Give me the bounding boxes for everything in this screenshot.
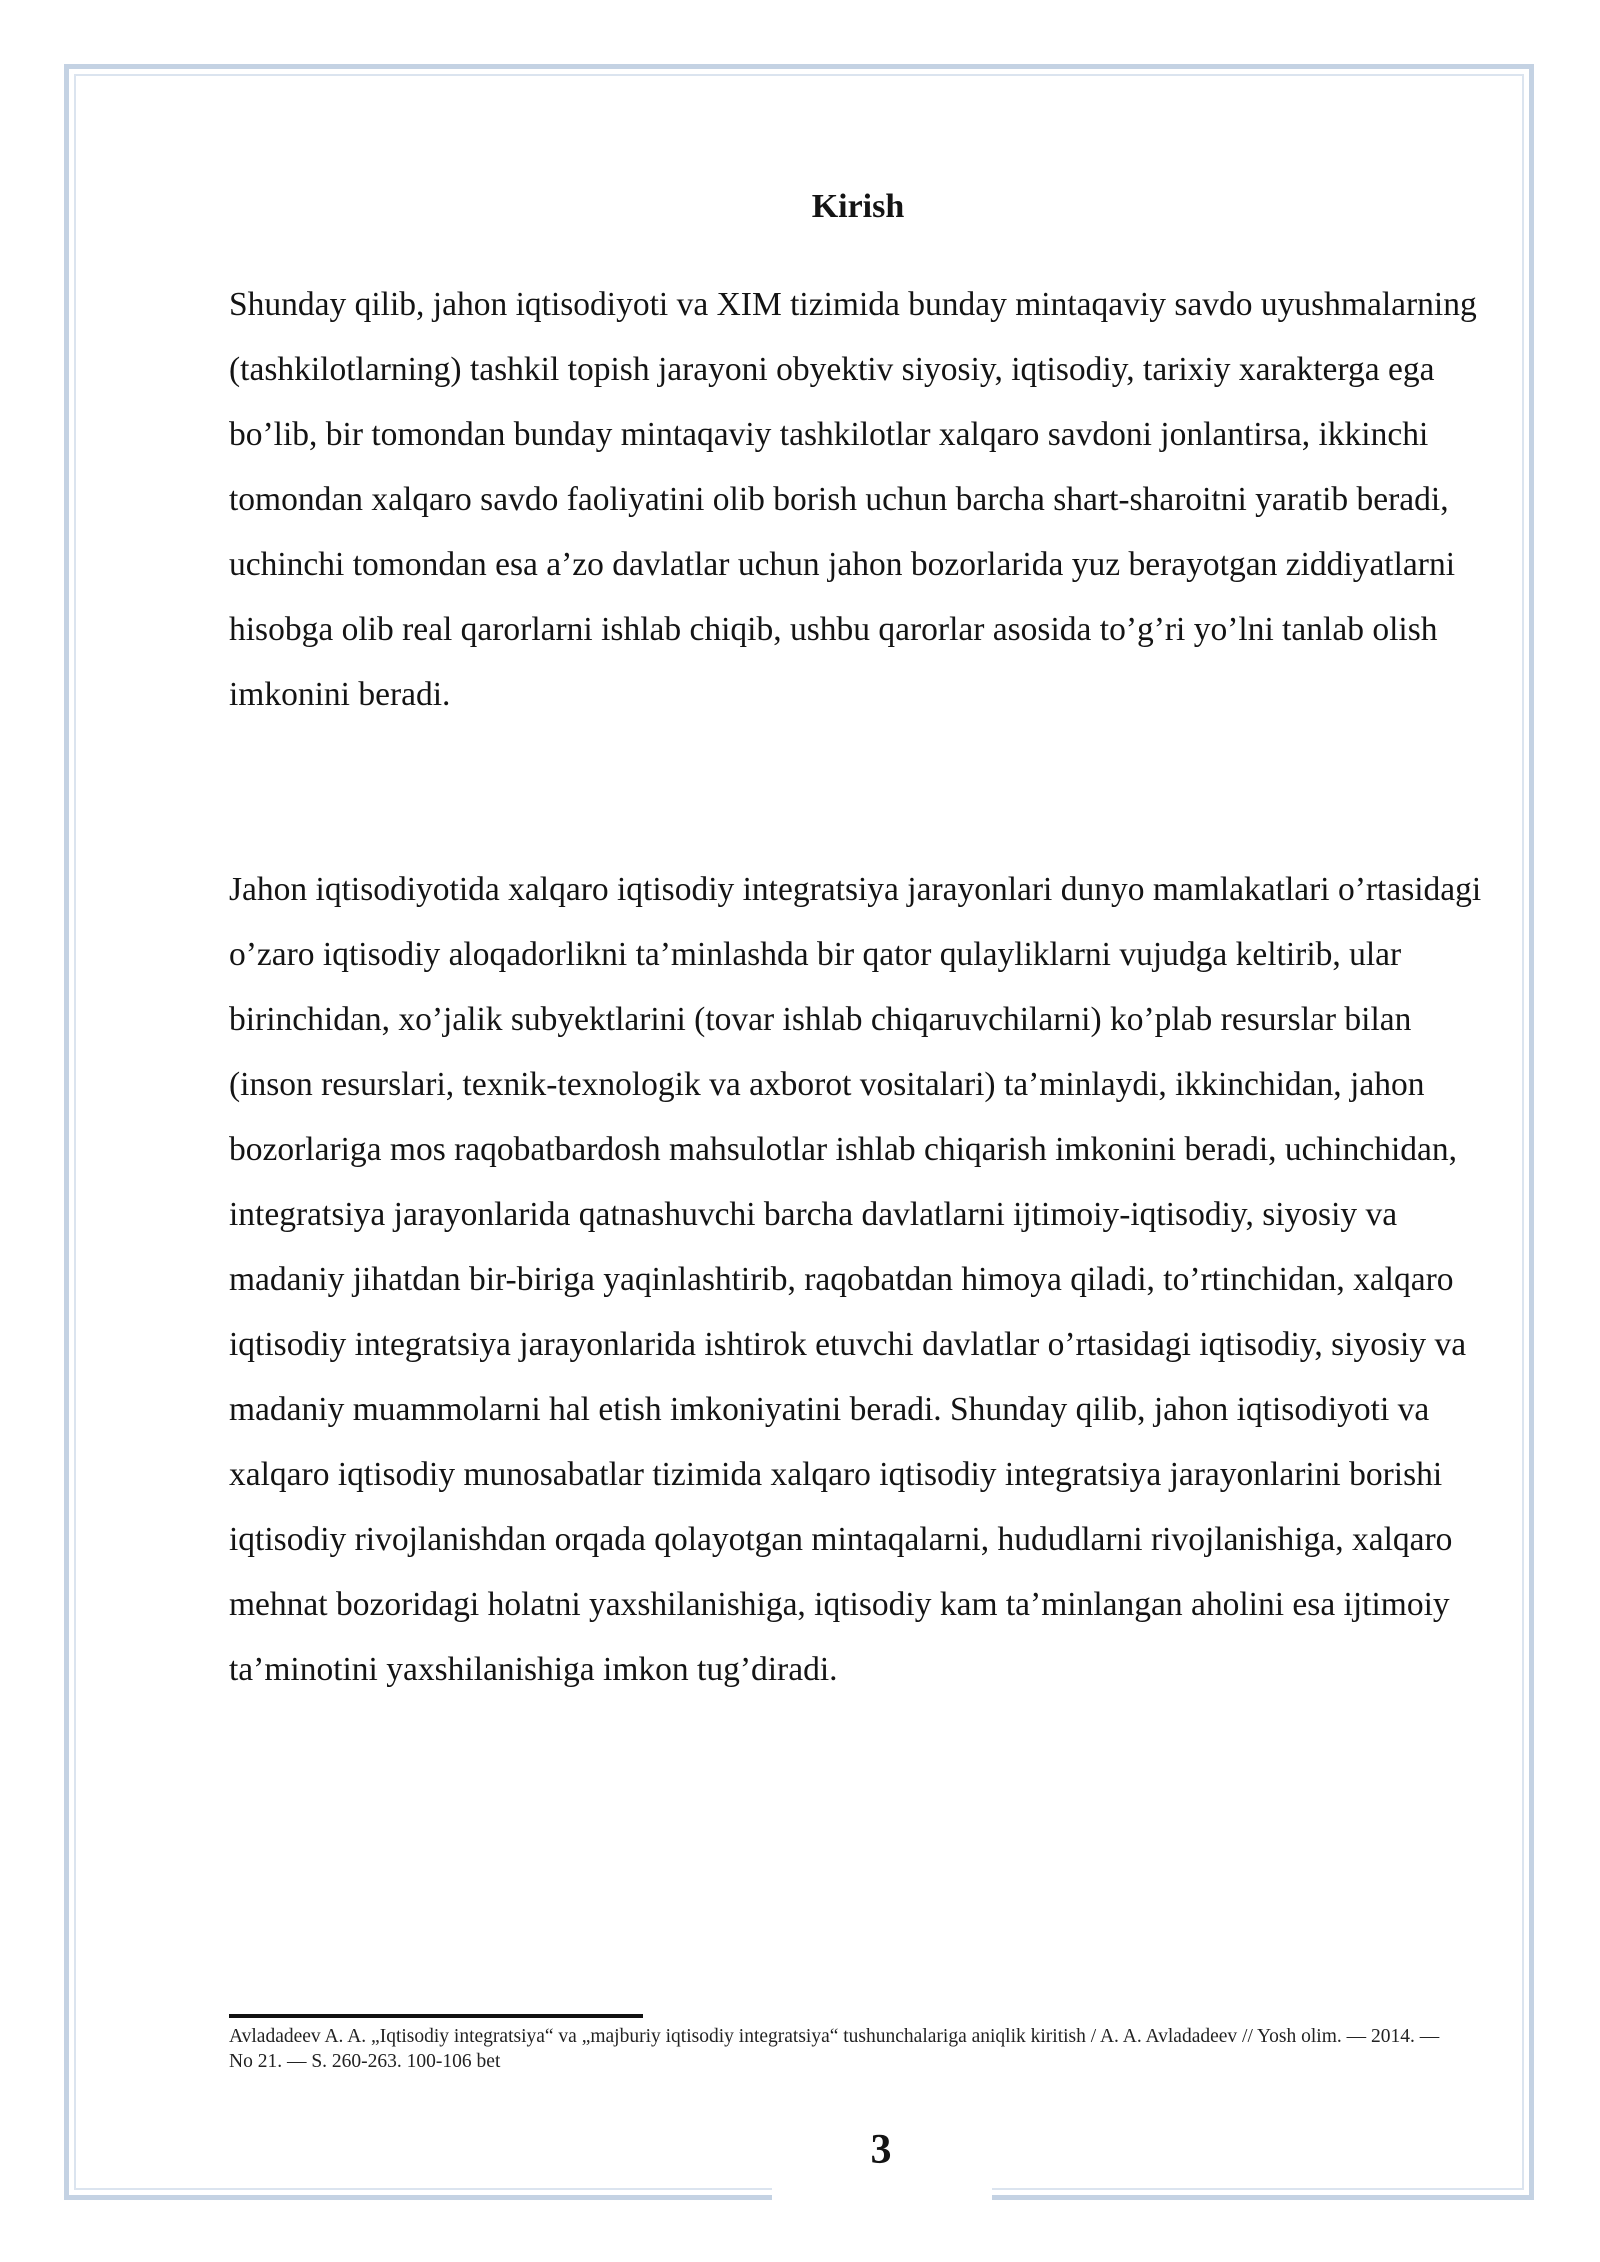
footnote-separator xyxy=(229,2014,643,2018)
paragraph-1: Shunday qilib, jahon iqtisodiyoti va XIM tizimida bunday mintaqaviy savdo uyushmalarning (tashkilotlarning) tashkil topish jarayoni obyektiv siyosiy, iqtisodiy, tarixiy xarakterga ega bo’lib, bir tomondan bunday mintaqaviy tashkilotlar xalqaro savdoni jonlantirsa, ikkinchi tomondan xalqaro savdo faoliyatini olib borish uchun barcha shart-sharoitni yaratib beradi, uchinchi tomondan esa a’zo davlatlar uchun jahon bozorlarida yuz berayotgan ziddiyatlarni hisobga olib real qarorlarni ishlab chiqib, ushbu qarorlar asosida to’g’ri yo’lni tanlab olish imkonini beradi. xyxy=(229,286,1477,713)
page-border-gap xyxy=(772,2180,992,2208)
paragraph-2: Jahon iqtisodiyotida xalqaro iqtisodiy integratsiya jarayonlari dunyo mamlakatlari o’rtasidagi o’zaro iqtisodiy aloqadorlikni ta’minlashda bir qator qulayliklarni vujudga keltirib, ular birinchidan, xo’jalik subyektlarini (tovar ishlab chiqaruvchilarni) ko’plab resurslar bilan (inson resurslari, texnik-texnologik va axborot vositalari) ta’minlaydi, ikkinchidan, jahon bozorlariga mos raqobatbardosh mahsulotlar ishlab chiqarish imkonini beradi, uchinchidan, integratsiya jarayonlarida qatnashuvchi barcha davlatlarni ijtimoiy-iqtisodiy, siyosiy va madaniy jihatdan bir-biriga yaqinlashtirib, raqobatdan himoya qiladi, to’rtinchidan, xalqaro iqtisodiy integratsiya jarayonlarida ishtirok etuvchi davlatlar o’rtasidagi iqtisodiy, siyosiy va madaniy muammolarni hal etish imkoniyatini beradi. Shunday qilib, jahon iqtisodiyoti va xalqaro iqtisodiy munosabatlar tizimida xalqaro iqtisodiy integratsiya jarayonlarini borishi iqtisodiy rivojlanishdan orqada qolayotgan mintaqalarni, hududlarni rivojlanishiga, xalqaro mehnat bozoridagi holatni yaxshilanishiga, iqtisodiy kam ta’minlangan aholini esa ijtimoiy ta’minotini yaxshilanishiga imkon tug’diradi. xyxy=(229,871,1482,1688)
footnote: Avladadeev A. A. „Iqtisodiy integratsiya“ va „majburiy iqtisodiy integratsiya“ tushunchalariga aniqlik kiritish / A. A. Avladadeev // Yosh olim. — 2014. — No 21. — S. 260-263. 100-106 bet xyxy=(229,2026,1440,2072)
page-title: Kirish xyxy=(811,188,905,225)
page-number: 3 xyxy=(870,2127,892,2173)
